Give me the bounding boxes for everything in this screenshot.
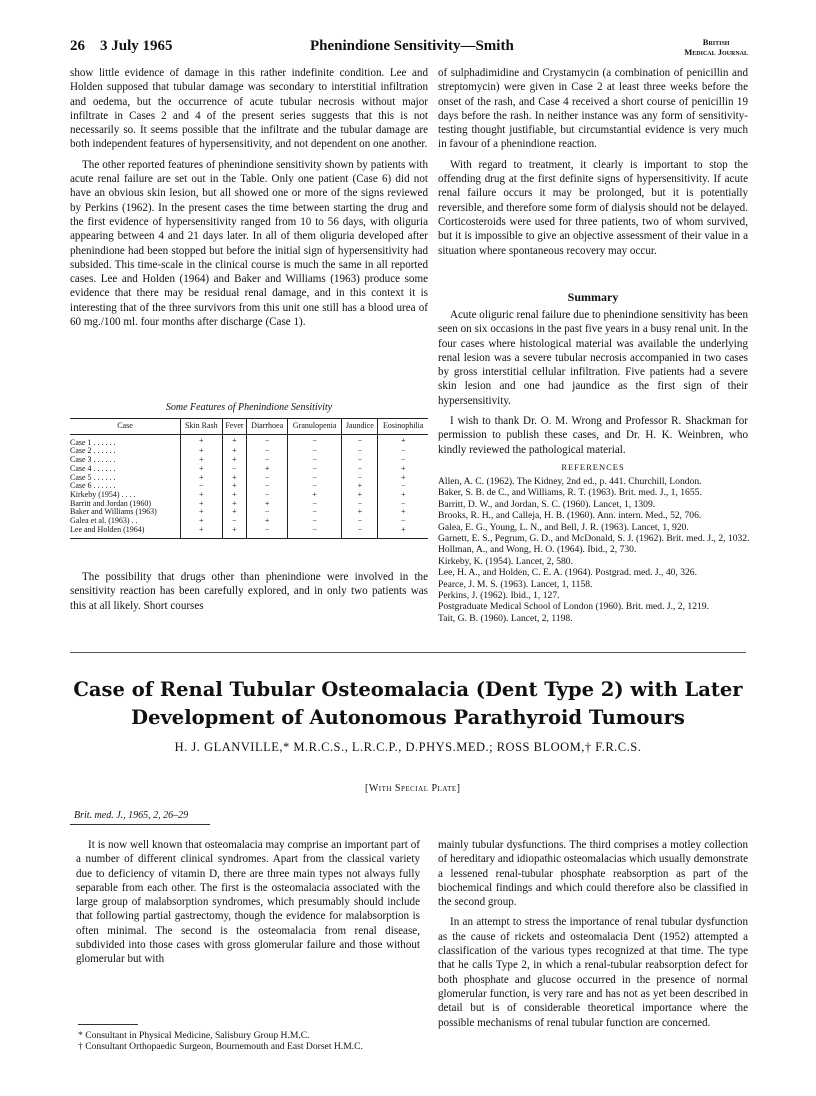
features-table xyxy=(70,418,428,539)
table-cell: + xyxy=(181,500,223,509)
table-cell: + xyxy=(288,491,342,500)
paragraph: Acute oliguric renal failure due to phenindione sensitivity has been seen on six occasions in the past five years in a busy renal unit. In the four cases where histological material was available the underlying renal lesion was a severe tubular necrosis accompanied in two cases by gross interstitial cellular infiltration. Five patients had a severe skin lesion and one had jaundice as the first sign of their hypersensitivity. xyxy=(438,309,748,407)
paragraph: With regard to treatment, it clearly is important to stop the offending drug at the first definite signs of hypersensitivity. If acute renal failure occurs it may be prolonged, but it is potentially reversible, and therefore some form of dialysis should not be delayed. Corticosteroids were used for three patients, two of whom survived, but it is impossible to give an objective assessment of their value in a situation where spontaneous recovery may occur. xyxy=(438,158,748,257)
table-cell: − xyxy=(247,474,288,483)
row-label: Case 5 . . . . . . xyxy=(70,472,116,482)
journal-name xyxy=(684,37,748,57)
table-cell: + xyxy=(181,456,223,465)
table-header: Granulopenia xyxy=(288,419,342,435)
table-cell: + xyxy=(378,474,428,483)
row-label: Lee and Holden (1964) xyxy=(70,526,181,539)
table-header: Diarrhoea xyxy=(247,419,288,435)
table-row xyxy=(70,526,428,539)
table-cell: + xyxy=(378,508,428,517)
table-cell: − xyxy=(288,474,342,483)
table-cell: + xyxy=(181,474,223,483)
table-cell: − xyxy=(378,500,428,509)
table-cell: + xyxy=(247,465,288,474)
table-cell: + xyxy=(222,456,247,465)
table-row xyxy=(70,465,428,474)
article-authors: H. J. GLANVILLE,* M.R.C.S., L.R.C.P., D.PHYS.MED.; ROSS BLOOM,† F.R.C.S. xyxy=(174,740,642,754)
article-right-column xyxy=(438,838,748,1030)
table-cell: − xyxy=(247,526,288,539)
table-cell: − xyxy=(181,482,223,491)
reference-item: Barritt, D. W., and Jordan, S. C. (1960). Lancet, 1, 1309. xyxy=(438,498,656,510)
left-column-top xyxy=(70,66,428,329)
table-cell: + xyxy=(342,508,378,517)
row-label: Barritt and Jordan (1960) xyxy=(70,498,152,508)
table-cell: − xyxy=(378,447,428,456)
article-divider xyxy=(70,652,746,653)
row-label: Case 2 . . . . . . xyxy=(70,446,116,456)
table-cell: − xyxy=(342,517,378,526)
table-row xyxy=(70,447,428,456)
table-cell: − xyxy=(247,456,288,465)
left-column-bottom xyxy=(70,570,428,613)
table-header: Case xyxy=(70,419,181,435)
running-title: Phenindione Sensitivity—Smith xyxy=(310,38,514,54)
summary-heading: Summary xyxy=(567,290,619,304)
right-column-top xyxy=(438,66,748,258)
table-cell: − xyxy=(288,500,342,509)
table-header: Eosinophilia xyxy=(378,419,428,435)
table-cell: − xyxy=(342,434,378,447)
table-caption: Some Features of Phenindione Sensitivity xyxy=(165,402,333,413)
row-label: Case 4 . . . . . . xyxy=(70,463,116,473)
reference-list xyxy=(438,476,750,624)
table-cell: + xyxy=(222,434,247,447)
footnote-rule xyxy=(78,1024,138,1025)
summary-section xyxy=(438,308,748,457)
table-cell: + xyxy=(378,526,428,539)
table-row xyxy=(70,456,428,465)
table-header: Fever xyxy=(222,419,247,435)
table-cell: − xyxy=(288,508,342,517)
reference-item: Garnett, E. S., Pegrum, G. D., and McDonald, S. J. (1962). Brit. med. J., 2, 1032. xyxy=(438,533,750,545)
reference-item: Postgraduate Medical School of London (1960). Brit. med. J., 2, 1219. xyxy=(438,601,709,613)
table-cell: − xyxy=(247,434,288,447)
reference-item: Lee, H. A., and Holden, C. E. A. (1964). Postgrad. med. J., 40, 326. xyxy=(438,567,698,579)
table-cell: + xyxy=(181,447,223,456)
reference-item: Kirkeby, K. (1954). Lancet, 2, 580. xyxy=(438,555,573,567)
table-row xyxy=(70,434,428,447)
citation-rule xyxy=(70,824,210,825)
table-cell: + xyxy=(342,491,378,500)
reference-item: Brooks, R. H., and Calleja, H. B. (1960). Ann. intern. Med., 52, 706. xyxy=(438,510,702,522)
row-label: Case 6 . . . . . . xyxy=(70,481,116,491)
table-cell: + xyxy=(222,474,247,483)
paragraph: The possibility that drugs other than phenindione were involved in the sensitivity reaction has been carefully explored, and in only two patients was this at all likely. Short courses xyxy=(70,571,428,612)
table-cell: + xyxy=(181,465,223,474)
table-cell: + xyxy=(247,500,288,509)
table-cell: + xyxy=(222,482,247,491)
paragraph: It is now well known that osteomalacia may comprise an important part of a number of different clinical syndromes. Apart from the classical variety due to deficiency of vitamin D, there are three main types not always fully separable from each other. The first is the osteomalacia associated with the large group of malabsorption syndromes, which presumably should include that following partial gastrectomy, though the evidence for malabsorption is often minimal. The second is the osteomalacia from renal disease, subdivided into those cases with gross glomerular failure and those without glomerular but with xyxy=(76,839,420,966)
special-plate-note: [With Special Plate] xyxy=(365,783,461,794)
reference-item: Galea, E. G., Young, L. N., and Bell, J. R. (1963). Lancet, 1, 920. xyxy=(438,521,689,533)
article-title: Case of Renal Tubular Osteomalacia (Dent Type 2) with Later Development of Autonomous Parathyroid Tumours xyxy=(73,678,743,729)
footnotes xyxy=(78,1030,418,1053)
journal-name-line1: British xyxy=(702,37,730,47)
table-cell: − xyxy=(288,456,342,465)
table-cell: + xyxy=(378,434,428,447)
table-cell: + xyxy=(181,491,223,500)
table-cell: − xyxy=(288,482,342,491)
table-cell: + xyxy=(181,517,223,526)
table-cell: + xyxy=(181,526,223,539)
table-cell: − xyxy=(342,456,378,465)
table-cell: − xyxy=(247,491,288,500)
row-label: Case 3 . . . . . . xyxy=(70,455,116,465)
table-cell: − xyxy=(342,465,378,474)
row-label: Kirkeby (1954) . . . . xyxy=(70,489,136,499)
article-left-column xyxy=(76,838,420,967)
table-cell: − xyxy=(288,465,342,474)
table-cell: − xyxy=(288,526,342,539)
paragraph: show little evidence of damage in this rather indefinite condition. Lee and Holden supposed that tubular damage was secondary to interstitial infiltration and oedema, but the occurrence of acute tubular necrosis without major infiltrate in Cases 2 and 4 of the present series suggests that this is not necessarily so. It seems possible that the infiltrate and the tubular damage are both independent features of hypersensitivity, and not dependent on one another. xyxy=(70,67,428,151)
reference-item: Perkins, J. (1962). Ibid., 1, 127. xyxy=(438,590,560,602)
reference-item: Baker, S. B. de C., and Williams, R. T. (1963). Brit. med. J., 1, 1655. xyxy=(438,487,702,499)
issue-date: 3 July 1965 xyxy=(100,38,173,54)
table-cell: − xyxy=(247,508,288,517)
table-cell: − xyxy=(288,517,342,526)
table-cell: − xyxy=(342,526,378,539)
table-cell: + xyxy=(222,491,247,500)
table-cell: + xyxy=(222,447,247,456)
table-cell: + xyxy=(181,434,223,447)
table-cell: − xyxy=(342,474,378,483)
table-cell: − xyxy=(222,465,247,474)
acknowledgement: I wish to thank Dr. O. M. Wrong and Professor R. Shackman for permission to publish these cases, and Dr. H. K. Weinbren, who kindly reviewed the pathological material. xyxy=(438,415,748,456)
table-cell: − xyxy=(288,447,342,456)
row-label: Case 1 . . . . . . xyxy=(70,437,116,447)
paragraph: of sulphadimidine and Crystamycin (a combination of penicillin and streptomycin) were given in Case 2 at least three weeks before the onset of the rash, and Case 4 received a short course of penicillin 19 days before the rash. In neither instance was any form of sensitivity-testing thought justifiable, but circumstantial evidence is very much in favour of a phenindione reaction. xyxy=(438,67,748,151)
table-cell: − xyxy=(378,456,428,465)
table-cell: − xyxy=(342,447,378,456)
table-header: Jaundice xyxy=(342,419,378,435)
paragraph: mainly tubular dysfunctions. The third comprises a motley collection of hereditary and idiopathic osteomalacias which usually demonstrate a lessened renal-tubular phosphate reabsorption as part of the biochemical findings and which could therefore also be classified in the second group. xyxy=(438,839,748,909)
table-cell: − xyxy=(247,447,288,456)
paragraph: The other reported features of phenindione sensitivity shown by patients with acute renal failure are set out in the Table. Only one patient (Case 6) did not have an obvious skin lesion, but all showed one or more of the signs reviewed by Perkins (1962). In the present cases the time between starting the drug and the first evidence of hypersensitivity ranged from 10 to 56 days, with oliguria appearing between 4 and 21 days later. In all of them oliguria developed after phenindione had been stopped but before the initial sign of hypersensitivity had subsided. This time-scale in the clinical course is much the same in all reported cases. Lee and Holden (1964) and Baker and Williams (1963) produce some evidence that there may be residual renal damage, and in this context it is interesting that of the three survivors from this unit one still has a blood urea of 60 mg./100 ml. four months after discharge (Case 1). xyxy=(70,158,428,329)
footnote: * Consultant in Physical Medicine, Salisbury Group H.M.C. xyxy=(78,1030,310,1041)
table-cell: + xyxy=(222,526,247,539)
table-cell: + xyxy=(378,465,428,474)
reference-item: Hollman, A., and Wong, H. O. (1964). Ibid., 2, 730. xyxy=(438,544,637,556)
page-number: 26 xyxy=(70,38,85,54)
table-cell: − xyxy=(378,517,428,526)
table-cell: + xyxy=(222,500,247,509)
citation: Brit. med. J., 1965, 2, 26–29 xyxy=(74,810,189,821)
table-cell: + xyxy=(222,508,247,517)
table-cell: + xyxy=(342,482,378,491)
reference-item: Pearce, J. M. S. (1963). Lancet, 1, 1158. xyxy=(438,578,593,590)
table-cell: − xyxy=(342,500,378,509)
reference-item: Allen, A. C. (1962). The Kidney, 2nd ed., p. 441. Churchill, London. xyxy=(438,476,702,487)
references-heading: REFERENCES xyxy=(561,462,625,472)
table-cell: + xyxy=(247,517,288,526)
paragraph: In an attempt to stress the importance of renal tubular dysfunction as the cause of rickets and osteomalacia Dent (1952) attempted a classification of the various types recognized at that time. The type that he calls Type 2, in which a renal-tubular reabsorption defect for both phosphate and glucose occurred in the presence of normal glomerular function, is very rare and has not as yet been described in detail but is of considerable theoretical importance where the possible mechanisms of renal tubular function are concerned. xyxy=(438,916,748,1029)
table-cell: + xyxy=(378,491,428,500)
table-cell: − xyxy=(222,517,247,526)
reference-item: Tait, G. B. (1960). Lancet, 2, 1198. xyxy=(438,612,573,624)
journal-name-line2: Medical Journal xyxy=(684,47,748,57)
table-cell: − xyxy=(288,434,342,447)
row-label: Baker and Williams (1963) xyxy=(70,507,157,517)
table-row xyxy=(70,474,428,483)
table-header: Skin Rash xyxy=(181,419,223,435)
row-label: Galea et al. (1963) . . xyxy=(70,516,138,526)
table-cell: + xyxy=(181,508,223,517)
footnote: † Consultant Orthopaedic Surgeon, Bournemouth and East Dorset H.M.C. xyxy=(78,1041,363,1053)
table-cell: − xyxy=(378,482,428,491)
table-cell: − xyxy=(247,482,288,491)
